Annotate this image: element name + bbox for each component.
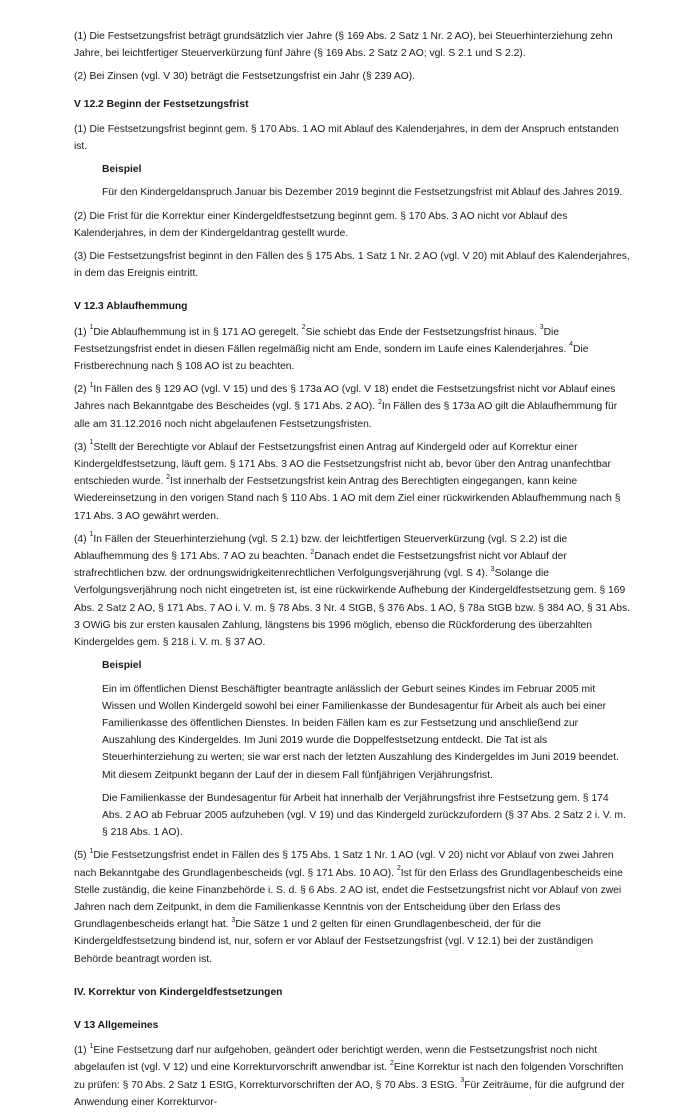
section-heading: V 12.3 Ablaufhemmung: [74, 301, 188, 313]
sentence: In Fällen des § 129 AO (vgl. V 15) und des § 173a AO (vgl. V 18) endet die Festsetzungsfrist nicht vor Ablauf eines Jahres nach Bekanntgabe des Bescheides (vgl. § 171 Abs. 2 AO).: [74, 384, 616, 413]
example-block: [102, 161, 630, 201]
sentence-number: 2: [310, 548, 315, 556]
sentence: Stellt der Berechtigte vor Ablauf der Festsetzungsfrist einen Antrag auf Kindergeld oder auf Korrektur einer Kindergeldfestsetzung, läuft gem. § 171 Abs. 3 AO die Festsetzungsfrist nicht ab, bevor über den Antrag unanfechtbar entschieden wurde.: [74, 441, 611, 488]
example-block: [102, 657, 630, 841]
sentence: Danach endet die Festsetzungsfrist nicht vor Ablauf der strafrechtlichen bzw. der ordnungswidrigkeitenrechtlichen Verfolgungsverjährung (vgl. S 4).: [74, 551, 567, 580]
paragraph: [74, 439, 630, 525]
sentence: Die Festsetzungsfrist endet in Fällen des § 175 Abs. 1 Satz 1 Nr. 1 AO (vgl. V 20) nicht vor Ablauf von zwei Jahren nach Bekanntgabe des Grundlagenbescheids (vgl. § 171 Abs. 10 AO).: [74, 850, 614, 879]
example-label: Beispiel: [102, 164, 142, 176]
sentence: Für Zeiträume, für die aufgrund der Anwendung einer Korrekturvor-: [74, 1079, 625, 1108]
paragraph-number: (2): [74, 384, 90, 396]
sentence: Solange die Verfolgungsverjährung noch nicht eingetreten ist, ist eine rückwirkende Aufhebung der Kindergeldfestsetzung gem. § 169 Abs. 2 Satz 2 AO, § 171 Abs. 7 AO i. V. m. § 78 Abs. 3 Nr. 4 StGB, § 376 Abs. 1 AO, § 78a StGB bzw. § 384 AO, § 31 Abs. 3 OWiG bis zur ersten kausalen Zahlung, längstens bis 1996 möglich, ebenso die Rückforderung des überzahlten Kindergeldes gem. § 218 i. V. m. § 37 AO.: [74, 568, 630, 649]
sentence-number: 2: [389, 1059, 394, 1067]
paragraph-number: (5): [74, 850, 90, 862]
sentence: Die Sätze 1 und 2 gelten für einen Grundlagenbescheid, der für die Kindergeldfestsetzung bindend ist, nur, sofern er vor Ablauf der Festsetzungsfrist (vgl. V 12.1) bei der zuständigen Behörde beantragt worden ist.: [74, 919, 594, 965]
section-heading: V 12.2 Beginn der Festsetzungsfrist: [74, 98, 249, 110]
example-label: Beispiel: [102, 660, 142, 672]
sentence-number: 4: [569, 341, 574, 349]
sentence-number: 2: [396, 865, 401, 873]
sentence: Die Ablaufhemmung ist in § 171 AO geregelt.: [93, 326, 302, 338]
paragraph: (3) Die Festsetzungsfrist beginnt in den Fällen des § 175 Abs. 1 Satz 1 Nr. 2 AO (vgl. V 20) mit Ablauf des Kalenderjahres, in dem das Ereignis eintritt.: [74, 251, 630, 280]
document-page: [74, 28, 630, 1117]
sentence-number: 2: [301, 324, 306, 332]
sentence-number: 3: [460, 1077, 465, 1085]
example-text: Für den Kindergeldanspruch Januar bis Dezember 2019 beginnt die Festsetzungsfrist mit Ablauf des Jahres 2019.: [102, 187, 623, 199]
sentence: In Fällen des § 173a AO gilt die Ablaufhemmung für alle am 31.12.2016 noch nicht abgelaufenen Festsetzungsfristen.: [74, 401, 618, 430]
section-heading: V 13 Allgemeines: [74, 1019, 159, 1031]
paragraph: [74, 324, 630, 376]
sentence: Die Fristberechnung nach § 108 AO ist zu beachten.: [74, 343, 589, 373]
sentence-number: 1: [89, 847, 94, 855]
sentence: Sie schiebt das Ende der Festsetzungsfrist hinaus.: [305, 326, 540, 338]
sentence: Ist innerhalb der Festsetzungsfrist kein Antrag des Berechtigten eingegangen, kann keine Wiedereinsetzung in den vorigen Stand nach § 110 Abs. 1 AO mit dem Ziel einer rückwirkenden Ablaufhemmung nach § 171 Abs. 3 AO gewährt werden.: [74, 476, 621, 522]
sentence-number: 3: [231, 916, 236, 924]
chapter-heading: IV. Korrektur von Kindergeldfestsetzungen: [74, 986, 283, 998]
sentence: Ist für den Erlass des Grundlagenbescheids eine Stelle zuständig, die keine Finanzbehörde i. S. d. § 6 Abs. 2 AO ist, endet die Festsetzungsfrist nicht vor Ablauf von zwei Jahren nach dem Zeitpunkt, in dem die Familienkasse Kenntnis von der Entscheidung über den Erlass des Grundlagenbescheids erlangt hat.: [74, 867, 623, 931]
paragraph: (1) Die Festsetzungsfrist beginnt gem. § 170 Abs. 1 AO mit Ablauf des Kalenderjahres, in dem der Anspruch entstanden ist.: [74, 123, 619, 153]
example-text: Die Familienkasse der Bundesagentur für Arbeit hat innerhalb der Verjährungsfrist ihre Festsetzung gem. § 174 Abs. 2 AO ab Februar 2005 aufzuheben (vgl. V 19) und das Kindergeld zurückzufordern (§ 37 Abs. 2 Satz 2 i. V. m. § 218 Abs. 1 AO).: [102, 792, 626, 839]
sentence-number: 3: [490, 565, 495, 573]
example-text: Ein im öffentlichen Dienst Beschäftigter beantragte anlässlich der Geburt seines Kindes im Februar 2005 mit Wissen und Wollen Kindergeld sowohl bei einer Familienkasse der Bundesagentur für Arbeit als auch bei einer Familienkasse des öffentlichen Dienstes. In beiden Fällen kam es zur Festsetzung und anschließend zur Auszahlung des Kindergeldes. Im Juni 2019 wurde die Doppelfestsetzung entdeckt. Die Tat ist als Steuerhinterziehung zu werten; sie war erst nach der letzten Auszahlung des Kindergeldes im Juni 2019 beendet. Mit diesem Zeitpunkt begann der Lauf der in diesem Fall fünfjährigen Verjährungsfrist.: [102, 683, 619, 781]
paragraph: [74, 381, 630, 433]
sentence-number: 1: [89, 439, 94, 447]
paragraph: (1) Die Festsetzungsfrist beträgt grundsätzlich vier Jahre (§ 169 Abs. 2 Satz 1 Nr. 2 AO), bei Steuerhinterziehung zehn Jahre, bei leichtfertiger Steuerverkürzung fünf Jahre (§ 169 Abs. 2 Satz 2 AO; vgl. S 2.1 und S 2.2).: [74, 31, 613, 60]
paragraph-number: (1): [74, 326, 90, 338]
sentence: Eine Festsetzung darf nur aufgehoben, geändert oder berichtigt werden, wenn die Festsetzungsfrist noch nicht abgelaufen ist (vgl. V 12) und eine Korrekturvorschrift anwendbar ist.: [74, 1045, 598, 1074]
sentence-number: 1: [89, 381, 94, 389]
sentence: In Fällen der Steuerhinterziehung (vgl. S 2.1) bzw. der leichtfertigen Steuerverkürzung (vgl. S 2.2) ist die Ablaufhemmung des § 171 Abs. 7 AO zu beachten.: [74, 533, 568, 563]
sentence-number: 3: [539, 324, 544, 332]
sentence-number: 2: [377, 399, 382, 407]
sentence: Die Festsetzungsfrist endet in diesen Fällen regelmäßig nicht am Ende, sondern im Laufe eines Kalenderjahres.: [74, 326, 570, 355]
paragraph-number: (4): [74, 533, 90, 545]
paragraph: (2) Die Frist für die Korrektur einer Kindergeldfestsetzung beginnt gem. § 170 Abs. 3 AO nicht vor Ablauf des Kalenderjahres, in dem der Kindergeldantrag gestellt wurde.: [74, 210, 568, 239]
paragraph-number: (1): [74, 1045, 90, 1057]
paragraph: [74, 1042, 630, 1111]
sentence-number: 1: [89, 531, 94, 539]
paragraph-number: (3): [74, 441, 90, 453]
sentence: Eine Korrektur ist nach den folgenden Vorschriften zu prüfen: § 70 Abs. 2 Satz 1 EStG, Korrekturvorschriften der AO, § 70 Abs. 3 EStG.: [74, 1062, 624, 1091]
sentence-number: 1: [89, 1042, 94, 1050]
sentence-number: 1: [89, 324, 94, 332]
paragraph: [74, 531, 630, 651]
paragraph: (2) Bei Zinsen (vgl. V 30) beträgt die Festsetzungsfrist ein Jahr (§ 239 AO).: [74, 71, 416, 83]
sentence-number: 2: [166, 473, 171, 481]
paragraph: [74, 847, 630, 967]
